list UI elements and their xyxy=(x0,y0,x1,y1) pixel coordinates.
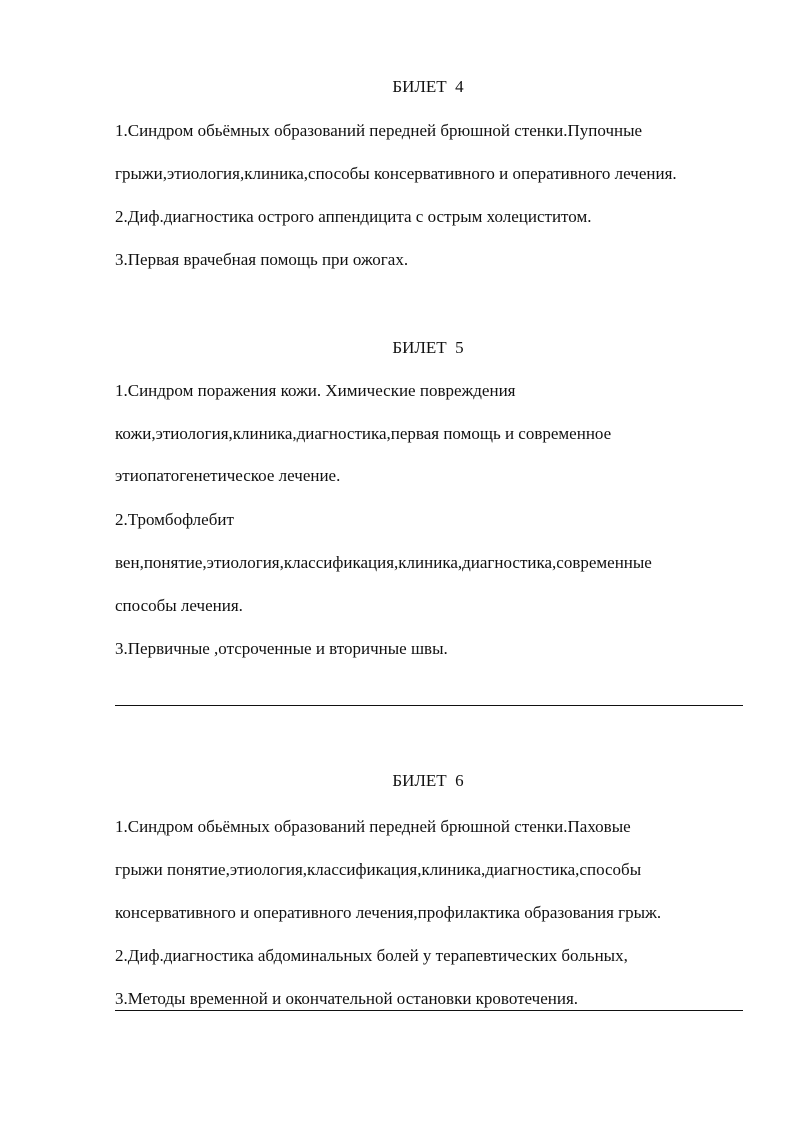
ticket-5-line-4: 2.Тромбофлебит xyxy=(115,510,234,529)
ticket-5-line-3: этиопатогенетическое лечение. xyxy=(115,466,341,485)
ticket-6-title: БИЛЕТ 6 xyxy=(392,771,464,790)
ticket-6-line-4: 2.Диф.диагностика абдоминальных болей у терапевтических больных, xyxy=(115,946,628,965)
ticket-4-line-4: 3.Первая врачебная помощь при ожогах. xyxy=(115,250,409,269)
ticket-5-line-5: вен,понятие,этиология,классификация,клиника,диагностика,современные xyxy=(115,553,652,572)
ticket-6-line-2: грыжи понятие,этиология,классификация,клиника,диагностика,способы xyxy=(115,860,642,879)
ticket-5-line-7: 3.Первичные ,отсроченные и вторичные швы. xyxy=(115,639,448,658)
ticket-6-line-5: 3.Методы временной и окончательной остановки кровотечения. xyxy=(115,989,579,1008)
ticket-4-line-1: 1.Синдром обьёмных образований передней брюшной стенки.Пупочные xyxy=(115,121,643,140)
ticket-4-line-3: 2.Диф.диагностика острого аппендицита с острым холециститом. xyxy=(115,207,592,226)
ticket-4-title: БИЛЕТ 4 xyxy=(392,77,464,96)
separator-line xyxy=(115,705,743,706)
ticket-5-line-6: способы лечения. xyxy=(115,596,243,615)
ticket-4-line-2: грыжи,этиология,клиника,способы консервативного и оперативного лечения. xyxy=(115,164,677,183)
bottom-underline xyxy=(115,1010,743,1011)
ticket-5-line-1: 1.Синдром поражения кожи. Химические повреждения xyxy=(115,381,516,400)
ticket-5-line-2: кожи,этиология,клиника,диагностика,первая помощь и современное xyxy=(115,424,612,443)
ticket-5-title: БИЛЕТ 5 xyxy=(392,338,464,357)
ticket-6-line-1: 1.Синдром обьёмных образований передней брюшной стенки.Паховые xyxy=(115,817,631,836)
ticket-6-line-3: консервативного и оперативного лечения,профилактика образования грыж. xyxy=(115,903,662,922)
